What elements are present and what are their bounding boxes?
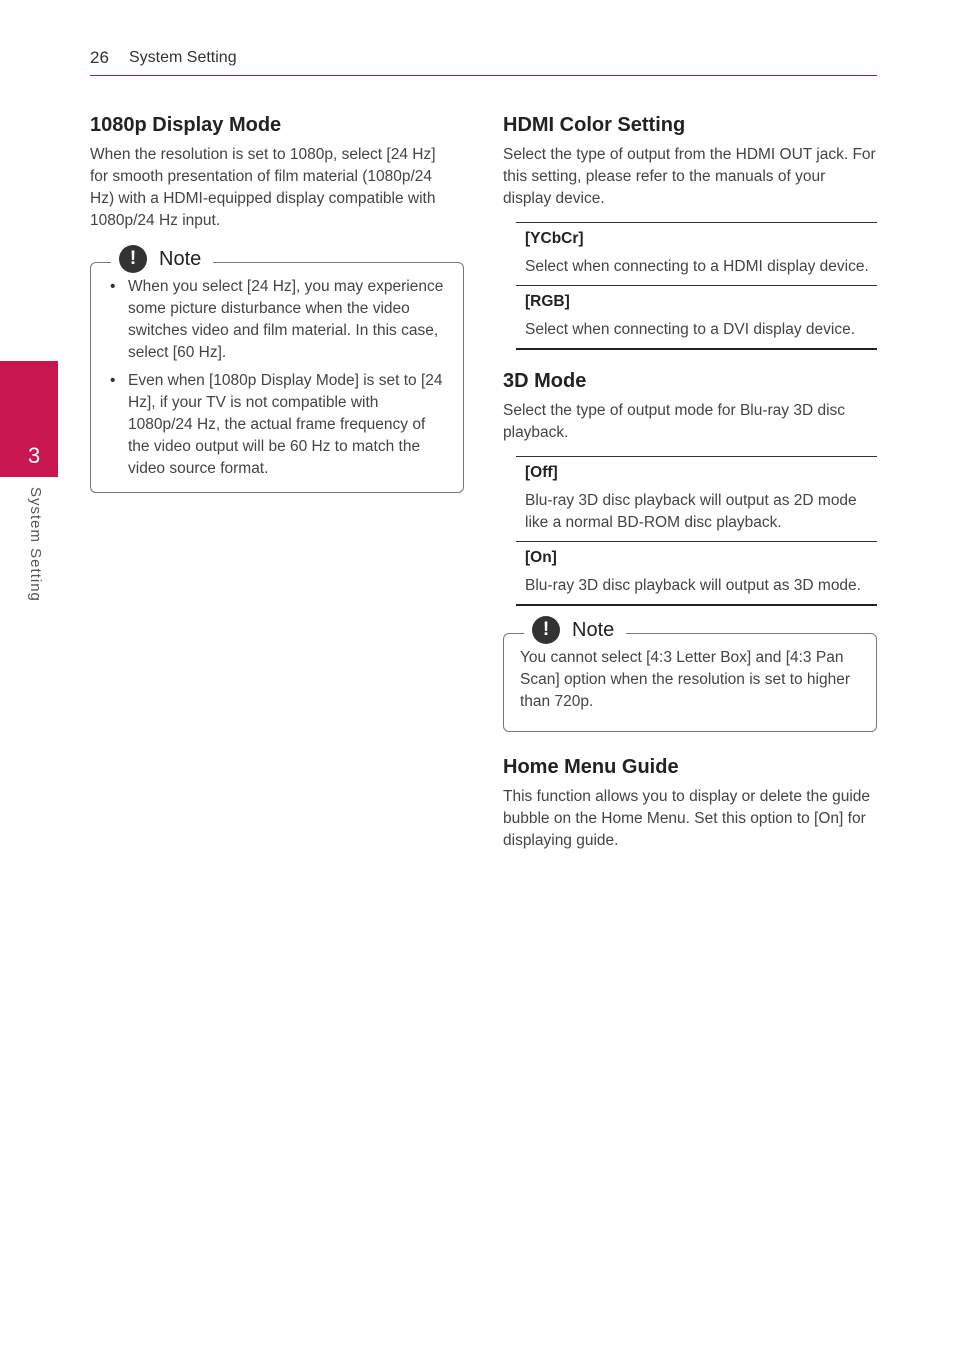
option-name: [YCbCr] <box>525 230 584 247</box>
option-row <box>516 286 877 350</box>
header-section-title: System Setting <box>129 49 237 66</box>
chapter-label: System Setting <box>27 487 44 602</box>
hdmi-color-section <box>503 112 877 350</box>
display-mode-body: When the resolution is set to 1080p, select [24 Hz] for smooth presentation of film material (1080p/24 Hz) with a HDMI-equipped display compatible with 1080p/24 Hz input. <box>90 146 436 229</box>
mode-3d-body: Select the type of output mode for Blu-ray 3D disc playback. <box>503 402 846 441</box>
hdmi-color-options <box>516 222 877 350</box>
left-column <box>90 112 464 493</box>
list-item: • When you select [24 Hz], you may experience some picture disturbance when the video switches video and film material. In this case, select [60 Hz]. <box>108 276 447 364</box>
option-name: [Off] <box>525 464 558 481</box>
note-text: You cannot select [4:3 Letter Box] and [4:3 Pan Scan] option when the resolution is set to higher than 720p. <box>520 649 851 710</box>
mode-3d-options <box>516 456 877 606</box>
note-list <box>108 276 447 480</box>
option-row <box>516 223 877 286</box>
list-item: • Even when [1080p Display Mode] is set to [24 Hz], if your TV is not compatible with 1080p/24 Hz, the actual frame frequency of the video output will be 60 Hz to match the video source format. <box>108 370 447 480</box>
option-description: Blu-ray 3D disc playback will output as 2D mode like a normal BD-ROM disc playback. <box>525 492 857 531</box>
right-column <box>503 112 877 852</box>
display-mode-note <box>90 247 464 493</box>
option-description: Select when connecting to a HDMI display device. <box>525 258 869 275</box>
display-mode-section <box>90 112 464 232</box>
chapter-number: 3 <box>28 443 41 468</box>
mode-3d-section <box>503 368 877 732</box>
option-row <box>516 457 877 542</box>
note-heading <box>111 244 213 274</box>
option-description: Select when connecting to a DVI display device. <box>525 321 855 338</box>
note-heading <box>524 615 626 645</box>
option-name: [RGB] <box>525 293 570 310</box>
note-label: Note <box>159 247 202 270</box>
display-mode-title: 1080p Display Mode <box>90 114 282 136</box>
home-menu-title: Home Menu Guide <box>503 756 679 778</box>
exclamation-icon: ! <box>532 616 560 644</box>
mode-3d-note <box>503 618 877 732</box>
home-menu-section <box>503 754 877 852</box>
option-description: Blu-ray 3D disc playback will output as 3D mode. <box>525 577 861 594</box>
exclamation-icon: ! <box>119 245 147 273</box>
page-header <box>90 48 877 76</box>
chapter-tab <box>0 361 58 477</box>
page-number: 26 <box>90 48 109 67</box>
option-name: [On] <box>525 549 557 566</box>
hdmi-color-title: HDMI Color Setting <box>503 114 686 136</box>
hdmi-color-body: Select the type of output from the HDMI OUT jack. For this setting, please refer to the manuals of your display device. <box>503 146 876 207</box>
mode-3d-title: 3D Mode <box>503 370 587 392</box>
option-row <box>516 542 877 606</box>
note-label: Note <box>572 618 615 641</box>
home-menu-body: This function allows you to display or delete the guide bubble on the Home Menu. Set this option to [On] for displaying guide. <box>503 788 871 849</box>
